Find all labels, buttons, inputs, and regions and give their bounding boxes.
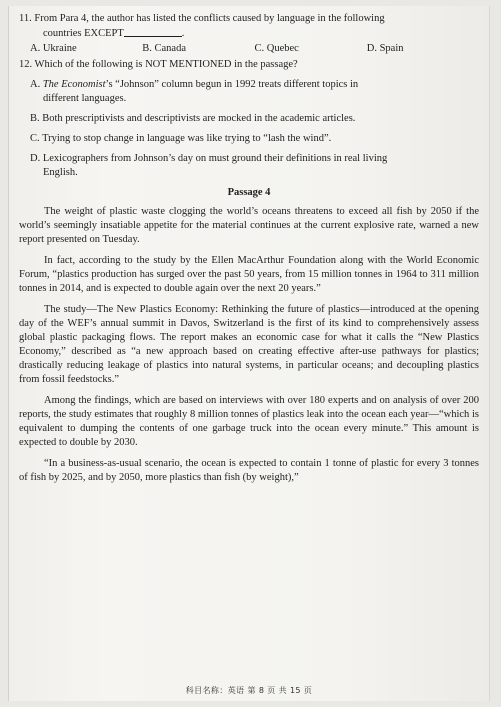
q11-stem-line2 — [19, 26, 479, 41]
passage-paragraph-3: The study—The New Plastics Economy: Rethinking the future of plastics—introduced at the opening day of the WEF’s annual summit in Davos, Switzerland is the first of its kind to comprehensively assess global plastic packaging flows. The report makes an economic case for what it calls the “New Plastics Economy,” described as “a new approach based on creating effective after-use pathways for plastics; drastically reducing leakage of plastics into natural systems, in particular oceans; and decoupling plastics from fossil feedstocks.” — [19, 304, 479, 385]
q12-option-d — [19, 152, 479, 180]
q12-option-a-title: The Economist — [42, 79, 106, 90]
passage-paragraph-5: “In a business-as-usual scenario, the ocean is expected to contain 1 tonne of plastic for every 3 tonnes of fish by 2025, and by 2050, more plastics than fish (by weight),” — [19, 458, 479, 483]
q12-option-b — [19, 112, 479, 126]
page-footer: 科目名称：英语 第 8 页 共 15 页 — [185, 686, 313, 695]
passage-4-title: Passage 4 — [227, 187, 271, 198]
q11-stem-text: countries EXCEPT — [43, 28, 124, 39]
q12-option-d-line1: D. Lexicographers from Johnson’s day on must ground their definitions in real living — [30, 153, 388, 164]
q11-option-d: D. Spain — [366, 43, 404, 54]
question-12 — [19, 58, 479, 180]
q12-option-a-line1: ’s “Johnson” column begun in 1992 treats different topics in — [105, 79, 359, 90]
q12-option-a-line2: different languages. — [43, 93, 127, 104]
q12-option-d-line2: English. — [43, 167, 78, 178]
q12-stem: 12. Which of the following is NOT MENTIONED in the passage? — [19, 59, 298, 70]
answer-blank — [124, 26, 182, 37]
question-11 — [19, 12, 479, 56]
q12-option-a-prefix: A. — [30, 79, 41, 90]
q12-option-a — [19, 78, 479, 106]
q11-option-c: C. Quebec — [254, 43, 299, 54]
q11-option-a: A. Ukraine — [30, 43, 77, 54]
exam-page — [8, 6, 490, 701]
q12-option-b-text: B. Both prescriptivists and descriptivists are mocked in the academic articles. — [30, 113, 356, 124]
passage-paragraph-1: The weight of plastic waste clogging the world’s oceans threatens to exceed all fish by 2050 if the world’s seemingly insatiable appetite for the material continues at the current explosive rate, warned a new report presented on Tuesday. — [19, 206, 479, 245]
document-body — [19, 12, 479, 492]
q11-stem-line1: 11. From Para 4, the author has listed the conflicts caused by language in the following — [19, 13, 385, 24]
q12-option-c-text: C. Trying to stop change in language was like trying to “lash the wind”. — [30, 133, 332, 144]
passage-paragraph-2: In fact, according to the study by the Ellen MacArthur Foundation along with the World Economic Forum, “plastics production has surged over the past 50 years, from 15 million tonnes in 1964 to 311 million tonnes in 2014, and is expected to double again over the next 20 years.” — [19, 255, 479, 294]
q12-option-c — [19, 132, 479, 146]
q11-options — [19, 42, 479, 56]
q11-option-b: B. Canada — [142, 43, 186, 54]
q11-stem-end: . — [181, 28, 185, 39]
passage-paragraph-4: Among the findings, which are based on interviews with over 180 experts and on analysis of over 200 reports, the study estimates that roughly 8 million tonnes of plastics leak into the ocean each year—“which is equivalent to dumping the contents of one garbage truck into the ocean every minute.” This amount is expected to double by 2030. — [19, 395, 479, 448]
